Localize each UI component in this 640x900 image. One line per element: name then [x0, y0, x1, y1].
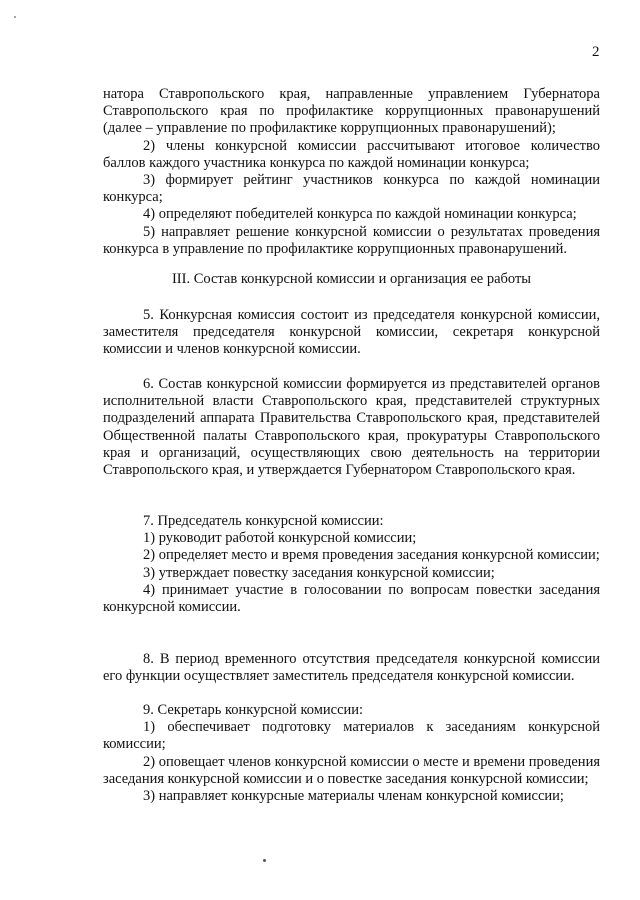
- clause-8: [103, 651, 600, 685]
- paragraph-item: 3) формирует рейтинг участников конкурса по каждой номинации конкурса;: [103, 172, 600, 206]
- clause-9-subitem: 1) обеспечивает подготовку материалов к заседаниям конкурсной комиссии;: [103, 719, 600, 753]
- clause-5: [103, 307, 600, 359]
- clause-7-subitem: 3) утверждает повестку заседания конкурсной комиссии;: [143, 564, 495, 581]
- clause-7-subitem: 2) определяет место и время проведения заседания конкурсной комиссии;: [143, 547, 600, 564]
- clause-8-text: 8. В период временного отсутствия председателя конкурсной комиссии его функции осуществляет заместитель председателя конкурсной комиссии.: [103, 651, 600, 685]
- paragraph-item: 2) члены конкурсной комиссии рассчитывают итоговое количество баллов каждого участника конкурса по каждой номинации конкурса;: [103, 137, 600, 171]
- paragraph-item: 5) направляет решение конкурсной комиссии о результатах проведения конкурса в управление по профилактике коррупционных правонарушений.: [103, 223, 600, 257]
- clause-5-text: 5. Конкурсная комиссия состоит из председателя конкурсной комиссии, заместителя председателя конкурсной комиссии, секретаря конкурсной комиссии и членов конкурсной комиссии.: [103, 307, 600, 358]
- paragraph-item: 4) определяют победителей конкурса по каждой номинации конкурса;: [143, 206, 577, 223]
- clause-9: [103, 702, 600, 805]
- clause-6: [103, 376, 600, 479]
- clause-7-subitem: 4) принимает участие в голосовании по вопросам повестки заседания конкурсной комиссии.: [103, 581, 600, 616]
- clause-9-subitem: 2) оповещает членов конкурсной комиссии о месте и времени проведения заседания конкурсной комиссии и о повестке заседания конкурсной комиссии;: [103, 753, 600, 787]
- clause-9-subitem: 3) направляет конкурсные материалы членам конкурсной комиссии;: [143, 788, 564, 805]
- top-paragraphs: [103, 86, 600, 258]
- clause-9-heading: 9. Секретарь конкурсной комиссии:: [143, 702, 364, 718]
- clause-7-heading: 7. Председатель конкурсной комиссии:: [143, 513, 384, 529]
- paragraph-continuation: натора Ставропольского края, направленные управлением Губернатора Ставропольского края по профилактике коррупционных правонарушений (далее – управление по профилактике коррупционных правонарушений);: [103, 86, 600, 137]
- page-number: 2: [592, 44, 600, 60]
- scan-speck: [263, 859, 266, 862]
- clause-7: [103, 513, 600, 616]
- clause-6-text: 6. Состав конкурсной комиссии формируется из представителей органов исполнительной власти Ставропольского края, представителей структурных подразделений аппарата Правительства Ставропольского края, представителей Общественной палаты Ставропольского края, прокуратуры Ставропольского края и организаций, осуществляющих свою деятельность на территории Ставропольского края, и утверждается Губернатором Ставропольского края.: [103, 376, 600, 479]
- scan-speck: [14, 16, 16, 18]
- section-heading: III. Состав конкурсной комиссии и организация ее работы: [171, 271, 532, 287]
- clause-7-subitem: 1) руководит работой конкурсной комиссии;: [143, 530, 417, 547]
